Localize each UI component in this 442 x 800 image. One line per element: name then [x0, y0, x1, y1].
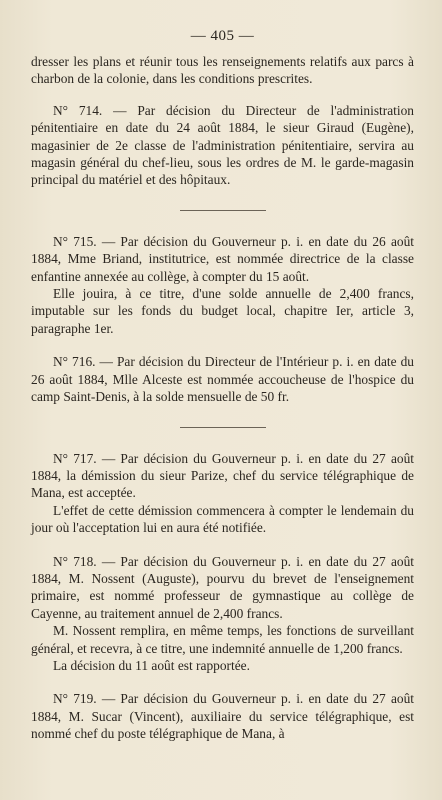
section-divider	[180, 210, 266, 211]
decision-718: N° 718. — Par décision du Gouverneur p. i. en date du 27 août 1884, M. Nossent (Auguste), pourvu du brevet de l'enseignement primaire, est nommé professeur de gymnastique au collège de Cayenne, au traitement annuel de 2,400 francs.	[31, 553, 414, 621]
decision-719: N° 719. — Par décision du Gouverneur p. i. en date du 27 août 1884, M. Sucar (Vincent), auxiliaire du service télégraphique, est nommé chef du poste télégraphique de Mana, à	[31, 691, 414, 742]
decision-717: N° 717. — Par décision du Gouverneur p. i. en date du 27 août 1884, la démission du sieur Parize, chef du service télégraphique de Mana, est acceptée.	[31, 450, 414, 501]
decision-718-note: La décision du 11 août est rapportée.	[53, 657, 250, 673]
section-divider	[180, 427, 266, 428]
intro-paragraph: dresser les plans et réunir tous les renseignements relatifs aux parcs à charbon de la colonie, dans les conditions prescrites.	[31, 54, 414, 87]
page-number: — 405 —	[190, 28, 255, 44]
decision-715: N° 715. — Par décision du Gouverneur p. i. en date du 26 août 1884, Mme Briand, institutrice, est nommée directrice de la classe enfantine annexée au collège, à compter du 15 août.	[31, 233, 414, 284]
decision-717-continuation: L'effet de cette démission commencera à compter le lendemain du jour où l'acceptation lui en aura été notifiée.	[31, 502, 414, 536]
decision-716: N° 716. — Par décision du Directeur de l'Intérieur p. i. en date du 26 août 1884, Mlle Alceste est nommée accoucheuse de l'hospice du camp Saint-Denis, à la solde mensuelle de 50 fr.	[31, 354, 414, 405]
decision-714: N° 714. — Par décision du Directeur de l'administration pénitentiaire en date du 24 août 1884, le sieur Giraud (Eugène), magasinier de 2e classe de l'administration pénitentiaire, servira au magasin général du chef-lieu, sous les ordres de M. le garde-magasin principal du matériel et des hôpitaux.	[31, 102, 414, 188]
decision-715-continuation: Elle jouira, à ce titre, d'une solde annuelle de 2,400 francs, imputable sur les fonds du budget local, chapitre Ier, article 3, paragraphe 1er.	[31, 286, 414, 336]
decision-718-continuation: M. Nossent remplira, en même temps, les fonctions de surveillant général, et recevra, à ce titre, une indemnité annuelle de 1,200 francs.	[31, 623, 414, 656]
